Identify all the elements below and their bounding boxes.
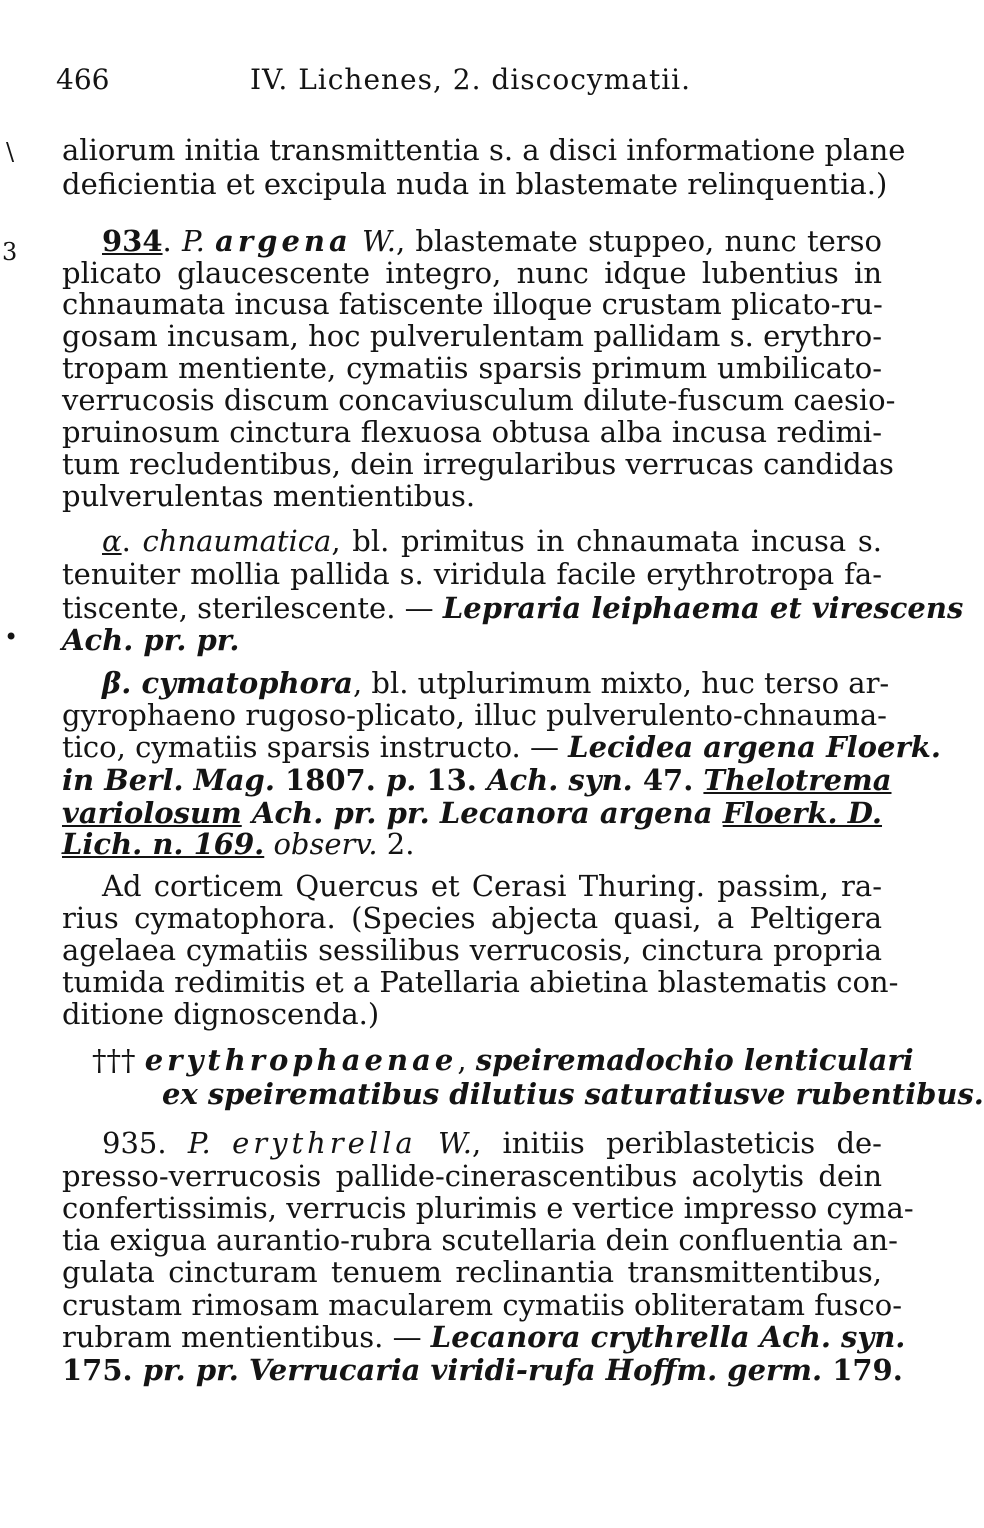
text-segment: 47. (632, 763, 704, 797)
text-segment: P. (187, 1126, 233, 1160)
text-line (62, 1319, 906, 1355)
text-segment: in Berl. Mag. (62, 763, 275, 797)
text-segment: W. (416, 1126, 472, 1160)
text-segment: Floerk. D. (722, 796, 882, 830)
text-segment: chnaumata incusa fatiscente illoque crustam plicato-ru- (62, 287, 883, 321)
text-segment: β. cymatophora (102, 666, 353, 700)
text-line (62, 446, 894, 482)
text-segment: plicato glaucescente integro, nunc idque lubentius in (62, 256, 882, 290)
text-segment: Lepraria leiphaema et virescens (442, 591, 964, 625)
text-segment: 2. (377, 827, 415, 861)
text-segment: tum recludentibus, dein irregularibus verrucas candidas (62, 447, 894, 481)
text-segment: Lecanora crythrella Ach. syn. (430, 1320, 906, 1354)
text-segment: , initiis periblasteticis de- (471, 1126, 882, 1160)
text-line (62, 350, 882, 386)
text-segment: . (162, 224, 182, 258)
text-segment: chnaumatica (142, 524, 332, 558)
text-segment: p. (385, 763, 417, 797)
text-segment: erythrophaenae (144, 1043, 458, 1077)
text-segment: ex speirematibus dilutius saturatiusve rubentibus. (162, 1077, 984, 1111)
text-line (102, 1125, 882, 1161)
text-segment: , (457, 1043, 476, 1077)
text-segment: tico, cymatiis sparsis instructo. — (62, 730, 569, 764)
text-segment: ditione dignoscenda.) (62, 997, 380, 1031)
margin-mark: \ (6, 138, 15, 166)
text-segment: 13. (416, 763, 487, 797)
text-line (62, 166, 888, 202)
text-segment: , bl. utplurimum mixto, huc terso ar- (352, 666, 890, 700)
running-title: IV. Lichenes, 2. discocymatii. (250, 63, 692, 96)
text-segment: 935. (102, 1126, 188, 1160)
text-line (62, 762, 892, 798)
text-segment: gulata cincturam tenuem reclinantia transmittentibus, (62, 1255, 882, 1289)
text-segment: agelaea cymatiis sessilibus verrucosis, cinctura propria (62, 933, 882, 967)
text-segment: rubram mentientibus. — (62, 1320, 431, 1354)
text-segment: confertissimis, verrucis plurimis e vertice impresso cyma- (62, 1191, 914, 1225)
text-segment: Thelotrema (703, 763, 892, 797)
text-segment: P. (182, 224, 216, 258)
text-segment: tia exigua aurantio-rubra scutellaria dein confluentia an- (62, 1223, 898, 1257)
text-line (62, 590, 964, 626)
text-line (102, 223, 882, 259)
text-line (92, 1042, 914, 1078)
text-segment: Lich. n. 169. (62, 827, 265, 861)
text-segment: observ. (264, 827, 378, 861)
margin-mark: 3 (2, 238, 18, 266)
text-segment: variolosum (62, 796, 242, 830)
text-segment: Lecidea argena Floerk. (568, 730, 941, 764)
text-segment: ††† (92, 1043, 145, 1077)
text-segment: W. (351, 224, 396, 258)
text-line (62, 382, 896, 418)
text-segment: pruinosum cinctura flexuosa obtusa alba incusa redimi- (62, 415, 882, 449)
text-segment: speiremadochio lenticulari (475, 1043, 914, 1077)
text-line (62, 932, 882, 968)
text-line (162, 1076, 984, 1112)
text-segment: tenuiter mollia pallida s. viridula facile erythrotropa fa- (62, 557, 882, 591)
text-line (62, 132, 906, 168)
text-line (102, 523, 882, 559)
text-segment: argena (215, 224, 352, 258)
text-line (102, 665, 890, 701)
text-segment: 1807. (274, 763, 386, 797)
text-segment: rius cymatophora. (Species abjecta quasi, a Peltigera (62, 901, 882, 935)
text-segment: tiscente, sterilescente. — (62, 591, 443, 625)
text-line (62, 1222, 898, 1258)
text-segment: α (102, 524, 122, 558)
text-line (62, 1352, 903, 1388)
text-segment: crustam rimosam macularem cymatiis obliteratam fusco- (62, 1288, 903, 1322)
text-segment: deficientia et excipula nuda in blastemate relinquentia.) (62, 167, 888, 201)
text-line (62, 996, 882, 1032)
text-segment: Ach. syn. (486, 763, 633, 797)
text-line (62, 318, 882, 354)
text-segment: tropam mentiente, cymatiis sparsis primum umbilicato- (62, 351, 882, 385)
text-segment: pulverulentas mentientibus. (62, 479, 476, 513)
text-line (62, 1190, 914, 1226)
text-line (62, 556, 882, 592)
text-segment: Ad corticem Quercus et Cerasi Thuring. passim, ra- (102, 869, 882, 903)
text-segment: presso-verrucosis pallide-cinerascentibus acolytis dein (62, 1159, 882, 1193)
page-number: 466 (56, 63, 110, 96)
text-line (62, 900, 882, 936)
text-segment: 179. (822, 1353, 903, 1387)
text-segment: 175. (62, 1353, 143, 1387)
text-line (62, 286, 882, 322)
text-line (62, 1158, 882, 1194)
text-segment: verrucosis discum concaviusculum dilute-fuscum caesio- (62, 383, 896, 417)
margin-mark: • (4, 623, 19, 651)
text-segment: tumida redimitis et a Patellaria abietina blastematis con- (62, 965, 899, 999)
text-line (62, 964, 899, 1000)
text-line (62, 729, 941, 765)
text-segment: pr. pr. Verrucaria viridi-rufa Hoffm. germ. (142, 1353, 823, 1387)
text-line (102, 868, 882, 904)
text-segment: 934 (102, 224, 163, 258)
text-segment: . (121, 524, 143, 558)
text-segment: , blastemate stuppeo, nunc terso (395, 224, 883, 258)
text-line (62, 622, 882, 658)
text-line (62, 414, 882, 450)
text-segment: aliorum initia transmittentia s. a disci informatione plane (62, 133, 906, 167)
text-line (62, 697, 887, 733)
text-segment: gosam incusam, hoc pulverulentam pallidam s. erythro- (62, 319, 882, 353)
text-segment: gyrophaeno rugoso-plicato, illuc pulverulento-chnauma- (62, 698, 887, 732)
text-line (62, 478, 882, 514)
text-line (62, 826, 882, 862)
text-segment: Ach. pr. pr. Lecanora argena (241, 796, 723, 830)
text-line (62, 1287, 903, 1323)
text-line (62, 1254, 882, 1290)
text-segment: erythrella (232, 1126, 417, 1160)
text-segment: , bl. primitus in chnaumata incusa s. (331, 524, 882, 558)
text-segment: Ach. pr. pr. (62, 623, 240, 657)
